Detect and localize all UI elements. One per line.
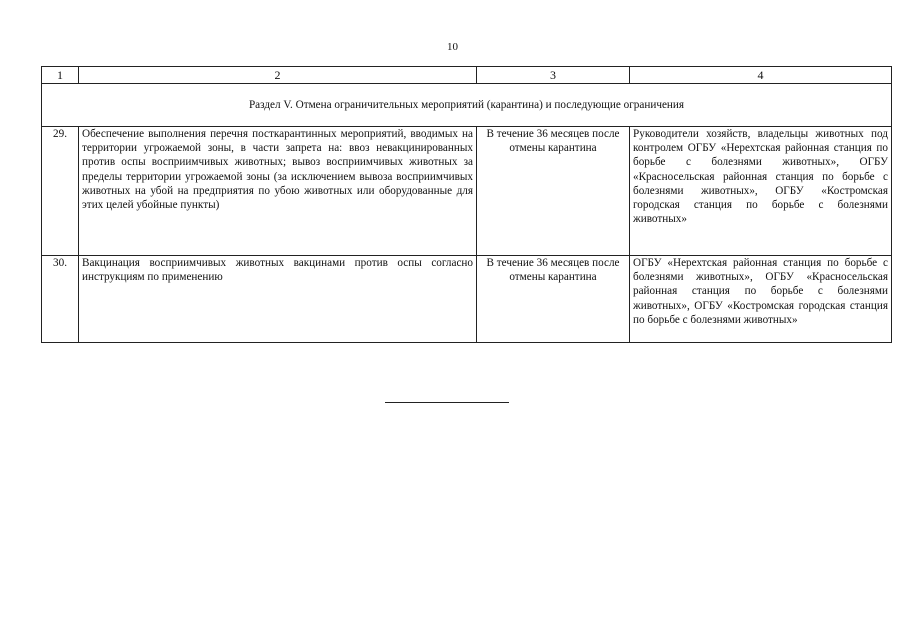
table-row <box>42 256 892 343</box>
measure-cell: Вакцинация восприимчивых животных вакцинами против оспы согласно инструкциям по применению <box>79 256 477 343</box>
table-row <box>42 127 892 256</box>
column-header-4: 4 <box>630 67 892 84</box>
page-number: 10 <box>447 41 458 53</box>
end-divider-line <box>385 402 509 403</box>
column-header-1: 1 <box>42 67 79 84</box>
section-title: Раздел V. Отмена ограничительных мероприятий (карантина) и последующие ограничения <box>42 84 892 127</box>
row-number: 30. <box>42 256 79 343</box>
responsible-cell: ОГБУ «Нерехтская районная станция по борьбе с болезнями животных», ОГБУ «Красносельская районная станция по борьбе с болезнями животных», ОГБУ «Костромская городская станция по борьбе с болезнями животных» <box>630 256 892 343</box>
column-header-3: 3 <box>477 67 630 84</box>
responsible-cell: Руководители хозяйств, владельцы животных под контролем ОГБУ «Нерехтская районная станция по борьбе с болезнями животных», ОГБУ «Красносельская районная станция по борьбе с болезнями животных», ОГБУ «Костромская городская станция по борьбе с болезнями животных» <box>630 127 892 256</box>
column-header-2: 2 <box>79 67 477 84</box>
term-cell: В течение 36 месяцев после отмены карантина <box>477 256 630 343</box>
measures-table <box>41 66 892 343</box>
measure-cell: Обеспечение выполнения перечня посткарантинных мероприятий, вводимых на территории угрожаемой зоны, в части запрета на: ввоз невакцинированных против оспы восприимчивых животных; вывоз восприимчивых животных за пределы территории угрожаемой зоны (за исключением вывоза восприимчивых животных на убой на предприятия по убою животных или оборудованные для этих целей убойные пункты) <box>79 127 477 256</box>
table-header-row <box>42 67 892 84</box>
term-cell: В течение 36 месяцев после отмены карантина <box>477 127 630 256</box>
section-row <box>42 84 892 127</box>
row-number: 29. <box>42 127 79 256</box>
